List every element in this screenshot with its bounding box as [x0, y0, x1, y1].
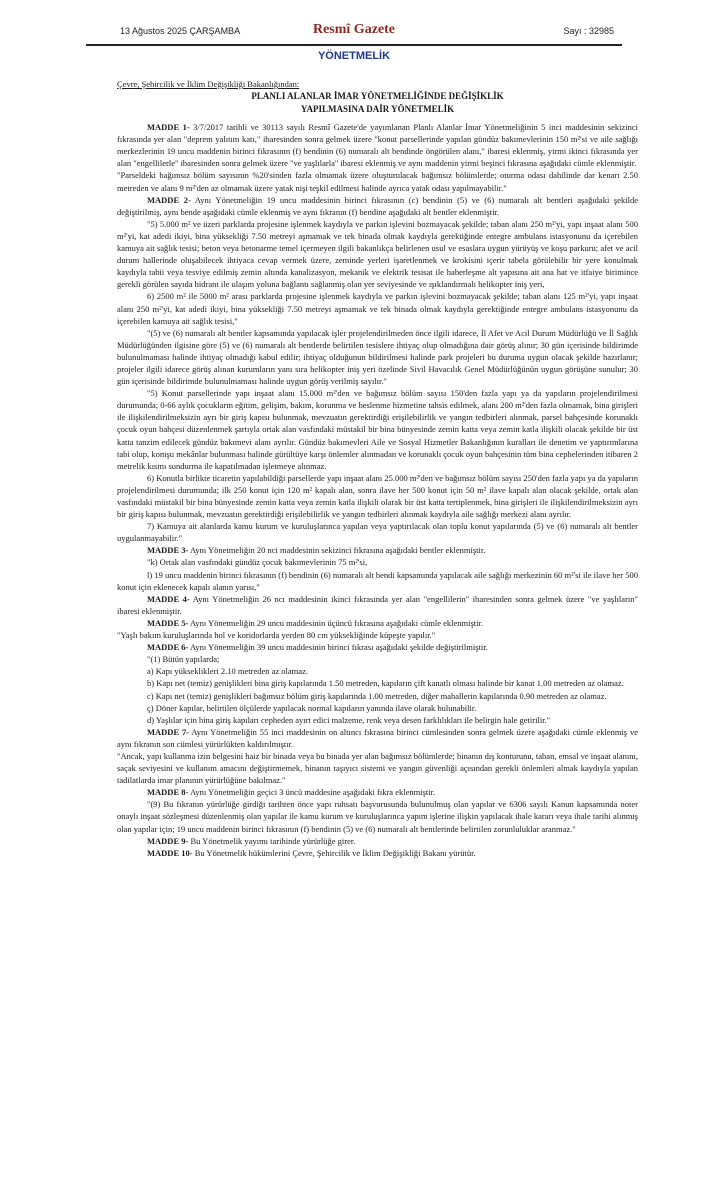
article-2-f6: 6) Konutla birlikte ticaretin yapılabildiği parsellerde yapı inşaat alanı 25.000 m²'den ve bağımsız bölüm sayısı 250'den fazla yapı ya da yapıların projelendirilmesi durumunda; ilk 250 konut için 120 m² kapalı alan, sonra ilave her 500 konut için 50 m² ilave kapalı alan olacak şekilde, ortak alan vasfındaki müstakil bir bina bünyesinde zemin katta veya zemin katla ilişkili olarak bir üst katta tertiplenmek, bina girişleri ile ilişkilendirilmeksizin ayrı bir giriş kapısı bulunmak, mevzuatın gerektirdiği erişilebilirlik ve yangın tedbirleri alınmak kaydıyla aile sağlığı merkezi alanı ayrılır.: [117, 472, 638, 520]
article-3-k: "k) Ortak alan vasfındaki gündüz çocuk bakımevlerinin 75 m²'si,: [147, 557, 368, 568]
article-6: [117, 641, 638, 653]
article-10: [117, 847, 638, 859]
article-text: Aynı Yönetmeliğin 55 inci maddesinin on altıncı fıkrasına birinci cümlesinden sonra gelmek üzere aşağıdaki cümle eklenmiş ve aynı fıkranın son cümlesi yürürlükten kaldırılmıştır.: [117, 726, 638, 749]
article-1-quote: "Parseldeki bağımsız bölüm sayısının %20'sinden fazla olmamak üzere oluşturulacak bağımsız bölümlerde; oturma odası dahilinde dar kenarı 2.50 metreden ve alanı 9 m²'den az olmamak üzere yatak nişi teşkil edilmesi halinde ayrıca yatak odası yapılmayabilir.": [117, 170, 638, 193]
article-text: Bu Yönetmelik hükümlerini Çevre, Şehircilik ve İklim Değişikliği Bakanı yürütür.: [192, 847, 476, 858]
article-6-c: c) Kapı net (temiz) genişlikleri bağımsız bölüm giriş kapılarında 1.00 metreden, diğer mahallerin kapılarında 0.90 metreden az olamaz.: [147, 690, 607, 701]
article-label: MADDE 4-: [147, 593, 190, 604]
article-2-f7: 7) Kamuya ait alanlarda kamu kurum ve kuruluşlarınca yapılan veya yaptırılacak olan toplu konut yapılarında (5) ve (6) numaralı alt bentler uygulanmayabilir.": [117, 521, 638, 544]
article-6-b: b) Kapı net (temiz) genişlikleri bina giriş kapılarında 1.50 metreden, kapıların çift kanatlı olması halinde bir kanat 1.00 metreden az olamaz.: [147, 678, 624, 689]
article-4: [117, 593, 638, 617]
article-8: [117, 786, 638, 798]
article-1: [117, 121, 638, 169]
article-label: MADDE 1-: [147, 122, 190, 133]
article-6-cc: ç) Döner kapılar, belirtilen ölçülerde yapılacak normal kapıların yanında ilave olarak bulunabilir.: [147, 702, 477, 713]
article-5-quote: "Yaşlı bakım kuruluşlarında hol ve koridorlarda yerden 80 cm yüksekliğinde küpeşte yapılır.": [117, 630, 436, 641]
article-9: [117, 835, 638, 847]
article-label: MADDE 8-: [147, 787, 189, 798]
article-label: MADDE 7-: [147, 726, 190, 737]
article-2-p5: "5) 5.000 m² ve üzeri parklarda projesine işlenmek kaydıyla ve parkın işlevini bozmayacak şekilde; taban alanı 250 m²'yi, yapı inşaat alanı 500 m²'yi, kat adedi ikiyi, bina yüksekliği 7.50 metreyi aşmamak ve tek binada olmak kaydıyla gerektiğinde entegre ambulans istasyonunu da içerebilen kamuya ait sağlık tesisi; beton veya betonarme temel içermeyen ilgili bakanlıkça belirlenen usul ve esaslara uygun yürüyüş ve koşu parkuru; afet ve acil durum hallerinde oluşabilecek ihtiyaca cevap vermek üzere, zeminde yerleri işaretlenmek ve krokisini içerir tabela görülebilir bir yere konulmak kaydıyla tabii veya tesviye edilmiş zemin altında kanalizasyon, mekanik ve elektrik tesisat ile haberleşme alt yapısına ait ana hat ve itfaiye birimince gerekli görülen sayıda hidrant ile ulaşım yoluna bağlantı sağlanmış olan yer seviyesinde ve ışıklandırmalı helikopter iniş yeri,: [117, 218, 638, 290]
article-label: MADDE 2-: [147, 194, 191, 205]
regulation-body: [117, 78, 638, 859]
article-label: MADDE 6-: [147, 642, 189, 653]
article-2-p6: 6) 2500 m² ile 5000 m² arası parklarda projesine işlenmek kaydıyla ve parkın işlevini bozmayacak şekilde; taban alanı 125 m²'yi, yapı inşaat alanı 250 m²'yi, kat adedi ikiyi, bina yüksekliği 7.50 metreyi aşmamak ve tek binada olmak kaydıyla gerektiğinde entegre ambulans istasyonunu da içerebilen kamuya ait sağlık tesisi,": [117, 291, 638, 326]
article-2: [117, 194, 638, 218]
article-text: Aynı Yönetmeliğin 19 uncu maddesinin birinci fıkrasının (c) bendinin (5) ve (6) numaralı alt bentleri aşağıdaki şekilde değiştirilmiş, aynı bende aşağıdaki cümle eklenmiş ve aynı fıkranın (f) bendine aşağıdaki alt bentler eklenmiştir.: [117, 194, 638, 217]
article-label: MADDE 5-: [147, 617, 189, 628]
article-2-q56: "(5) ve (6) numaralı alt bentler kapsamında yapılacak işler projelendirilmeden önce ilgili idarece, İl Afet ve Acil Durum Müdürlüğü ve İl Sağlık Müdürlüğünden ilgisine göre (5) ve (6) numaralı alt bentlerde belirtilen tesislere ihtiyaç olup olmadığına dair görüş alınır; 30 gün içerisinde bildirimde bulunulmaması halinde ihtiyaç olmadığı kabul edilir; ihtiyaç olduğunun bildirilmesi halinde park projeleri bu duruma uygun olacak şekilde hazırlanır; projeler ilgili idarece görüş alınan kurumların yanı sıra helikopter iniş yeri özelinde Sivil Havacılık Genel Müdürlüğünün uygun görüşüne sunulur; 30 gün içerisinde bildirimde bulunulmaması halinde uygun görüş verilmiş sayılır.": [117, 327, 638, 387]
article-8-quote: "(9) Bu fıkranın yürürlüğe girdiği tarihten önce yapı ruhsatı başvurusunda bulunulmuş olan yapılar ve 6306 sayılı Kanun kapsamında noter onaylı inşaat sözleşmesi düzenlenmiş olan yapılar ile kamu kurum ve kuruluşlarınca yapım işlerine ilişkin yapılacak ihale kararı veya ihale tarihi alınmış olan yapılar için; 19 uncu maddenin birinci fıkrasının (f) bendinin (5) ve (6) numaralı alt bentlerinde belirtilen zorunluluklar aranmaz.": [117, 799, 638, 834]
page-header: [86, 18, 622, 46]
article-6-intro: "(1) Bütün yapılarda;: [147, 654, 220, 665]
article-label: MADDE 10-: [147, 847, 193, 858]
article-label: MADDE 3-: [147, 545, 189, 556]
article-7-quote: "Ancak, yapı kullanma izin belgesini haiz bir binada veya bu binada yer alan bağımsız bölümlerde; binanın dış konturunu, taban, emsal ve inşaat alanını, saçak seviyesini ve kullanım amacını değiştirmemek, binanın taşıyıcı sistemi ve yangın güvenliği açısından gerekli önlemleri almak kaydıyla yapılan tadilatlarda imar planının yürürlüğüne bakılmaz.": [117, 750, 638, 786]
article-text: Aynı Yönetmeliğin geçici 3 üncü maddesine aşağıdaki fıkra eklenmiştir.: [188, 787, 436, 798]
article-text: 3/7/2017 tarihli ve 30113 sayılı Resmî Gazete'de yayımlanan Planlı Alanlar İmar Yönetmeliğinin 5 inci maddesinin sekizinci fıkrasında yer alan "deprem yalıtım katı," ibaresinden sonra gelmek üzere "konut parsellerinde yapılan gündüz bakımevlerinin 150 m²'si ve aile sağlığı merkezlerinin 19 uncu maddenin birinci fıkrasının (f) bendinin (6) numaralı alt bendinde öngörülen alanı," ibaresi eklenmiş, yirmi ikinci fıkrasında yer alan "engellilerle" ibaresinden sonra gelmek üzere "ve yaşlılarla" ibaresi eklenmiş ve aynı maddenin yirmi beşinci fıkrasına aşağıdaki cümle eklenmiştir.: [117, 122, 638, 169]
article-6-d: d) Yaşlılar için bina giriş kapıları cepheden ayırt edici malzeme, renk veya desen farklılıkları ile belirgin hale getirilir.": [147, 714, 551, 725]
article-text: Aynı Yönetmeliğin 26 ncı maddesinin ikinci fıkrasında yer alan "engellilerin" ibaresinden sonra gelmek üzere "ve yaşlıların" ibaresi eklenmiştir.: [117, 593, 638, 616]
regulation-title-line2: YAPILMASINA DAİR YÖNETMELİK: [300, 104, 455, 115]
article-3-l: l) 19 uncu maddenin birinci fıkrasının (f) bendinin (6) numaralı alt bendi kapsamında yapılacak aile sağlığı merkezinin 60 m²'si ile ilave her 500 konut için eklenecek kapalı alanın yarısı,": [117, 569, 638, 592]
article-2-f5: "5) Konut parsellerinde yapı inşaat alanı 15.000 m²'den ve bağımsız bölüm sayısı 150'den fazla yapı ya da yapıların projelendirilmesi durumunda; 0-66 aylık çocukların eğitim, gelişim, bakım, korunma ve beslenme hizmetine tahsis edilmek, alanı 200 m²'den fazla olmamak, bina girişleri ile ilişkilendirilmeksizin ayrı bir giriş kapısı bulunmak, mevzuatın gerektirdiği erişilebilirlik ve yangın tedbirleri alınmak, parsel bahçesinde korunaklı çocuk oyun bahçesi düzenlenmek şartıyla ortak alan vasfındaki müstakil bir bina bünyesinde zemin katta veya zemin katla ilişkili olacak şekilde bir üst katta tanzim edilecek gündüz bakımevi alanı ayrılır. Gündüz bakımevleri Aile ve Sosyal Hizmetler Bakanlığının kuralları ile denetim ve yaptırımlarına tabi olup, komşu mekânlar bulunması halinde gürültüye karşı önlemler alınmadan ve korunaklı çocuk oyun bahçesinin tüm bina cephelerinden itibaren 2 metrelik kısmı sundurma ile kapatılmadan işletmeye alınmaz.: [117, 388, 638, 471]
article-text: Aynı Yönetmeliğin 39 uncu maddesinin birinci fıkrası aşağıdaki şekilde değiştirilmiştir.: [188, 642, 488, 653]
section-title: YÖNETMELİK: [317, 50, 391, 62]
article-text: Bu Yönetmelik yayımı tarihinde yürürlüğe girer.: [188, 835, 356, 846]
gazette-title: Resmî Gazete: [312, 22, 396, 37]
issue-date: 13 Ağustos 2025 ÇARŞAMBA: [120, 26, 241, 36]
regulation-title: [117, 90, 638, 116]
article-6-a: a) Kapı yükseklikleri 2.10 metreden az olamaz.: [147, 666, 308, 677]
regulation-title-line1: PLANLI ALANLAR İMAR YÖNETMELİĞİNDE DEĞİŞİKLİK: [251, 91, 504, 102]
article-text: Aynı Yönetmeliğin 20 nci maddesinin sekizinci fıkrasına aşağıdaki bentler eklenmiştir.: [188, 545, 486, 556]
article-7: [117, 726, 638, 750]
article-3: [117, 544, 638, 556]
article-label: MADDE 9-: [147, 835, 189, 846]
article-5: [117, 617, 638, 629]
ministry-line: Çevre, Şehircilik ve İklim Değişikliği Bakanlığından:: [117, 79, 300, 89]
article-text: Aynı Yönetmeliğin 29 uncu maddesinin üçüncü fıkrasına aşağıdaki cümle eklenmiştir.: [188, 617, 484, 628]
issue-number: Sayı : 32985: [563, 26, 614, 36]
